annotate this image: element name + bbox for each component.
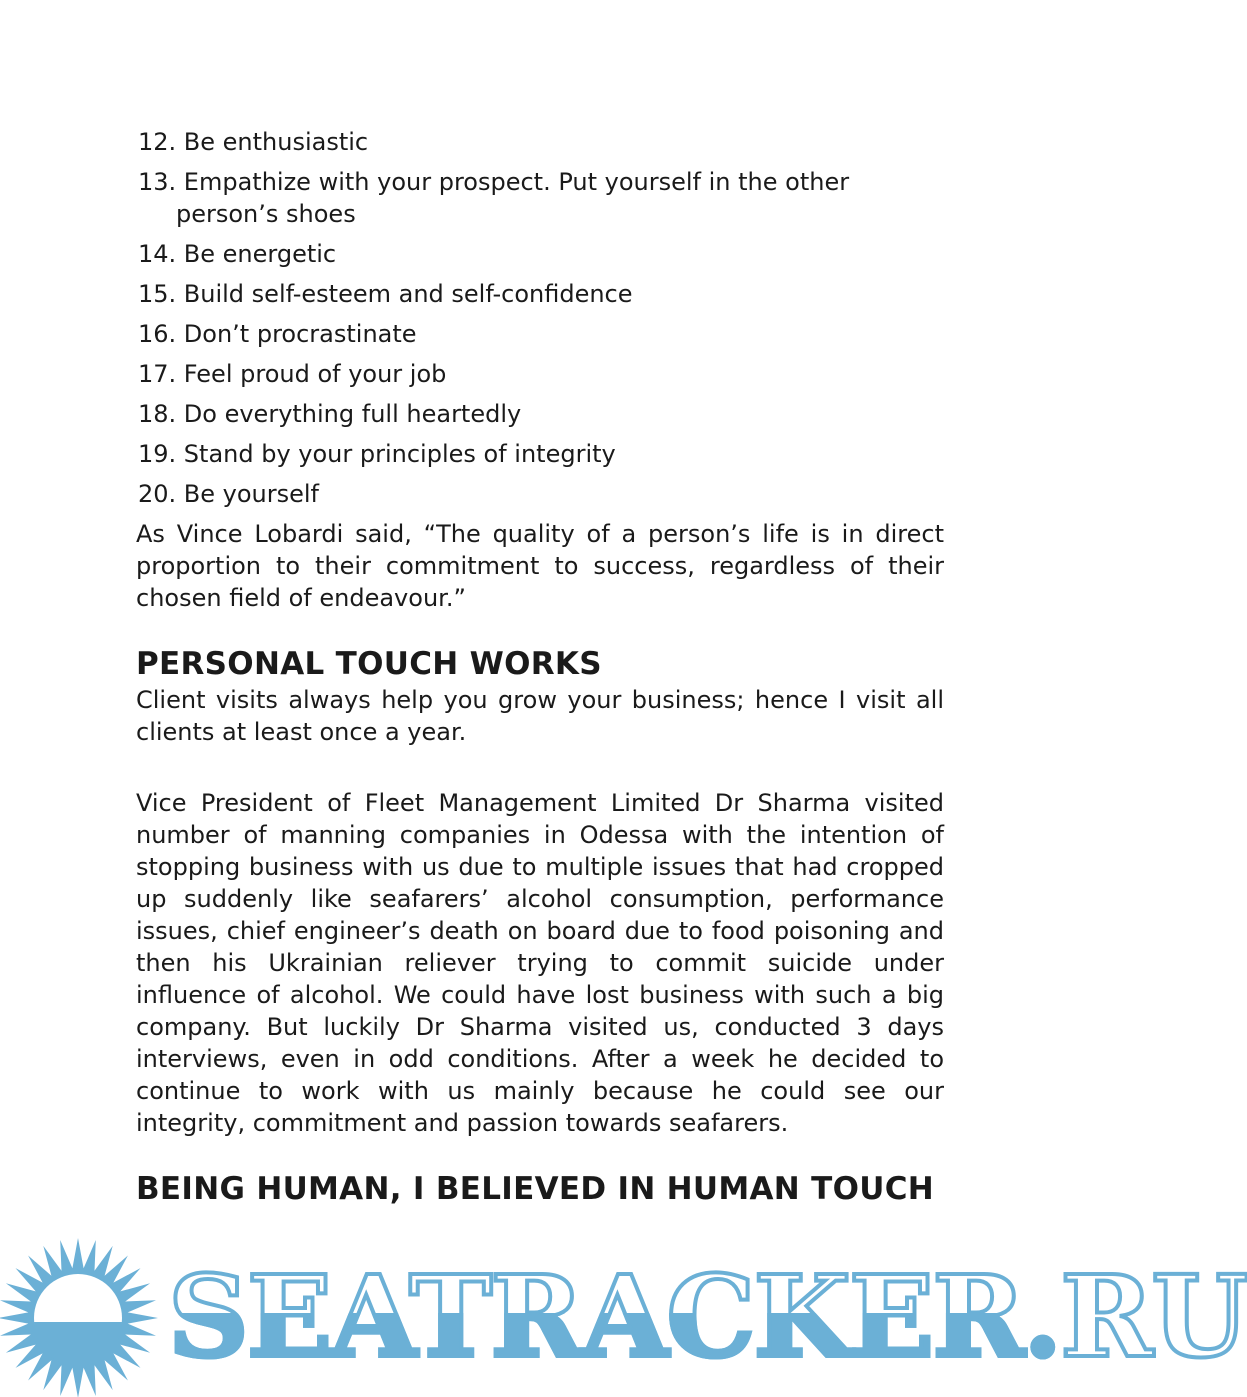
paragraph-client-visits: Client visits always help you grow your business; hence I visit all clients at least once a year.	[136, 686, 944, 746]
paragraph-dr-sharma: Vice President of Fleet Management Limited Dr Sharma visited number of manning companies in Odessa with the intention of stopping business with us due to multiple issues that had cropped up suddenly like seafarers’ alcohol consumption, performance issues, chief engineer’s death on board due to food poisoning and then his Ukrainian reliever trying to commit suicide under influence of alcohol. We could have lost business with such a big company. But luckily Dr Sharma visited us, conducted 3 days interviews, even in odd conditions. After a week he decided to continue to work with us mainly because he could see our integrity, commitment and passion towards seafarers.	[136, 789, 944, 1137]
list-item: 17. Feel proud of your job	[138, 360, 447, 388]
watermark-text: SEATRACKER.RU	[168, 1252, 1247, 1383]
list-item: 18. Do everything full heartedly	[138, 400, 522, 428]
section-heading-personal-touch: PERSONAL TOUCH WORKS	[136, 646, 602, 682]
sun-icon	[0, 1238, 158, 1397]
section-heading-human-touch: BEING HUMAN, I BELIEVED IN HUMAN TOUCH	[136, 1171, 935, 1207]
list-item: 15. Build self-esteem and self-confidence	[138, 280, 633, 308]
list-item: 14. Be energetic	[138, 240, 337, 268]
quote-paragraph: As Vince Lobardi said, “The quality of a person’s life is in direct proportion to their commitment to success, regardless of their chosen field of endeavour.”	[136, 520, 944, 612]
document-page	[136, 126, 944, 1209]
list-item: 20. Be yourself	[138, 480, 320, 508]
list-item: 16. Don’t procrastinate	[138, 320, 417, 348]
list-item: 13. Empathize with your prospect. Put yourself in the other person’s shoes	[138, 168, 850, 228]
list-item: 12. Be enthusiastic	[138, 128, 369, 156]
numbered-list	[136, 126, 944, 510]
list-item: 19. Stand by your principles of integrity	[138, 440, 616, 468]
